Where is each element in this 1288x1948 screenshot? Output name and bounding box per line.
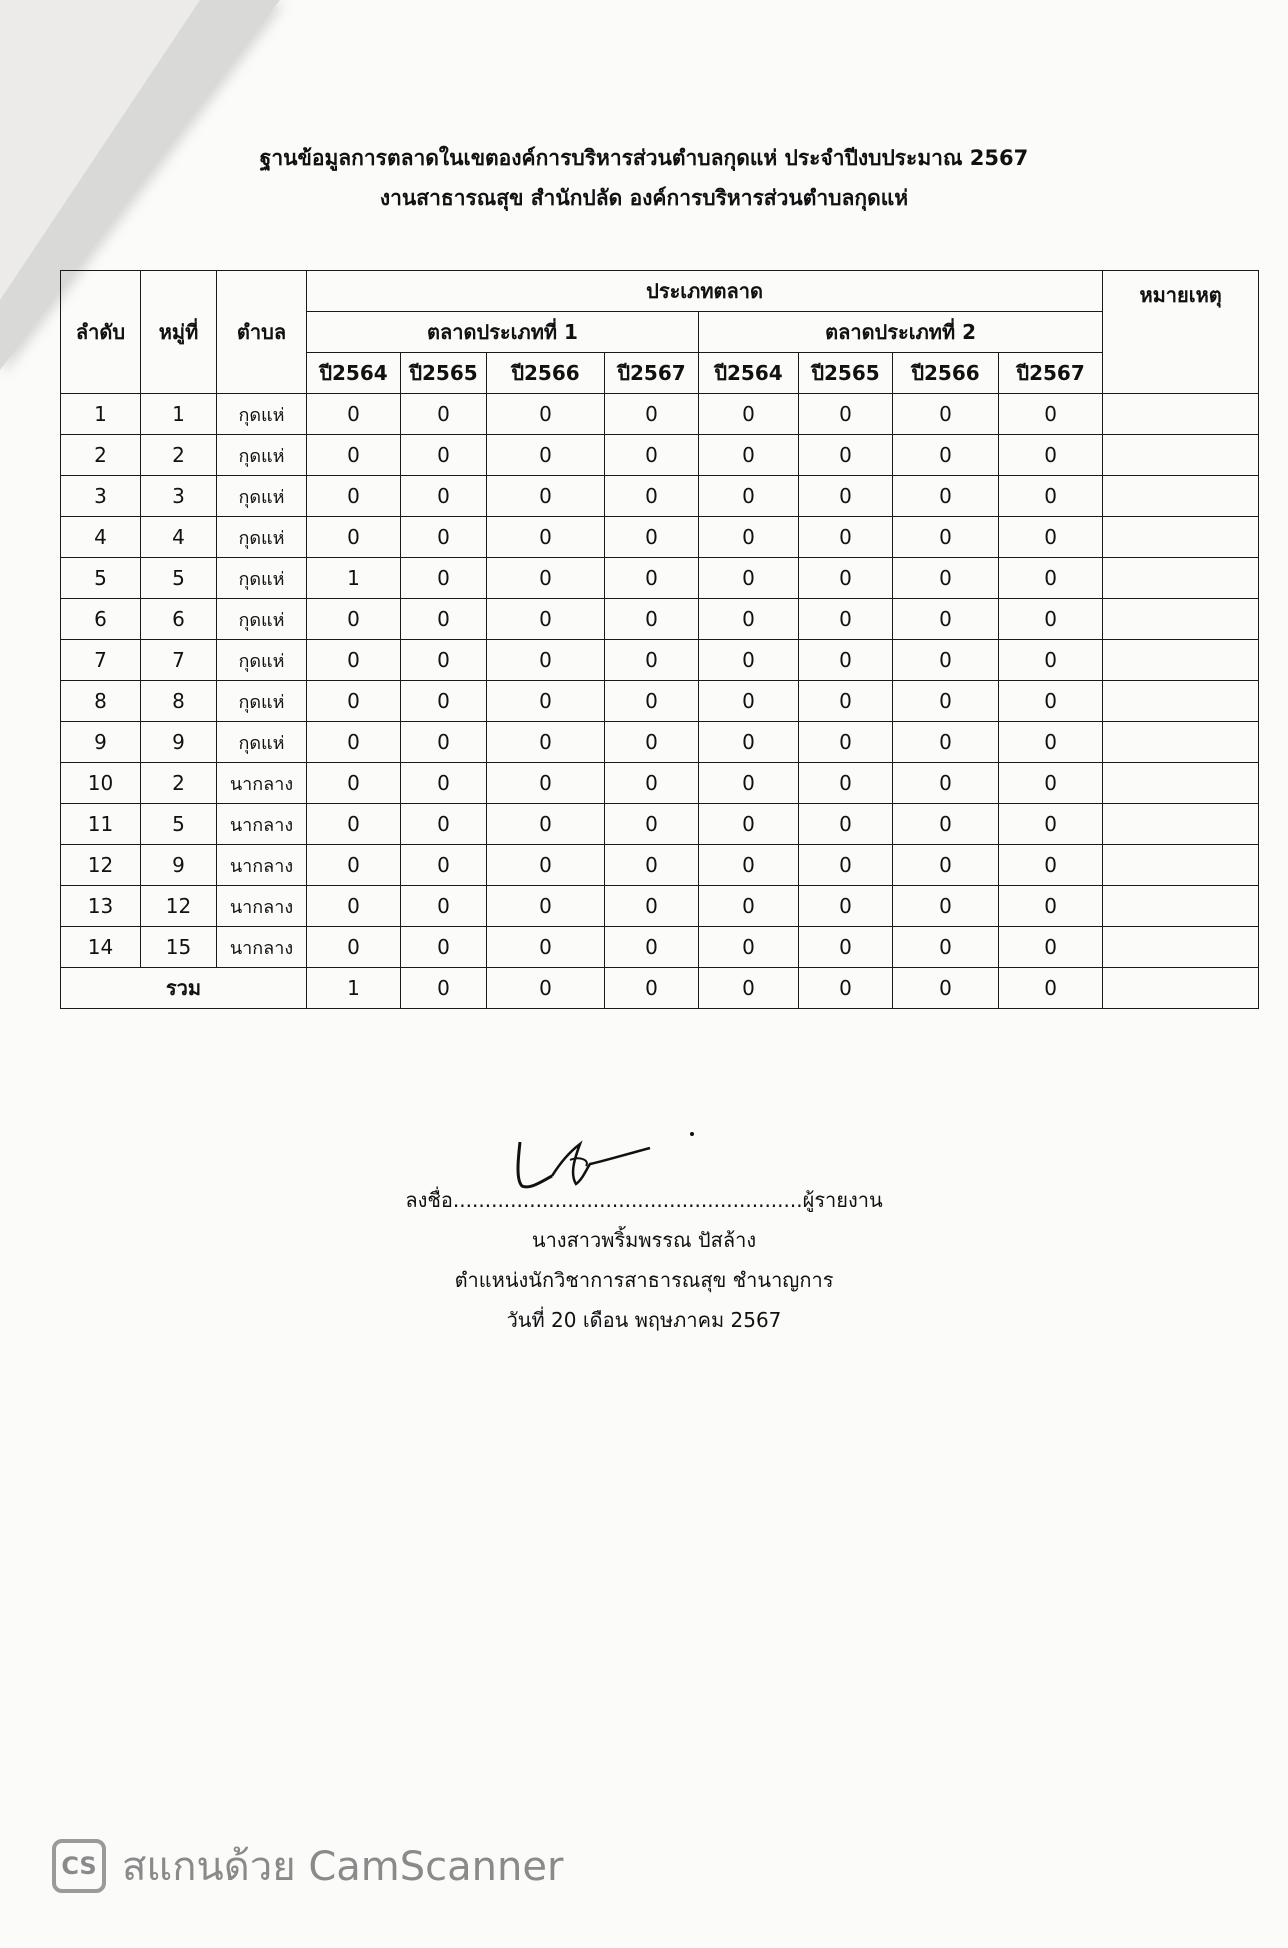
row-value-cell: 0 [699, 435, 799, 476]
row-order-cell: 7 [61, 640, 141, 681]
row-value-cell: 0 [401, 681, 487, 722]
row-remark-cell [1103, 640, 1259, 681]
row-value-cell: 0 [307, 394, 401, 435]
row-value-cell: 1 [307, 558, 401, 599]
row-value-cell: 0 [699, 517, 799, 558]
row-order-cell: 14 [61, 927, 141, 968]
row-village-cell: 15 [141, 927, 217, 968]
total-cell: 0 [799, 968, 893, 1009]
row-value-cell: 0 [999, 722, 1103, 763]
row-value-cell: 0 [893, 681, 999, 722]
row-value-cell: 0 [487, 558, 605, 599]
row-value-cell: 0 [999, 763, 1103, 804]
row-village-cell: 4 [141, 517, 217, 558]
row-tambon-cell: กุดแห่ [217, 476, 307, 517]
row-value-cell: 0 [487, 640, 605, 681]
row-value-cell: 0 [401, 558, 487, 599]
header-remarks: หมายเหตุ [1103, 271, 1259, 394]
total-cell: 0 [999, 968, 1103, 1009]
row-value-cell: 0 [699, 640, 799, 681]
row-value-cell: 0 [799, 558, 893, 599]
row-value-cell: 0 [799, 476, 893, 517]
row-value-cell: 0 [699, 886, 799, 927]
row-village-cell: 9 [141, 845, 217, 886]
document-header [0, 138, 1288, 218]
row-value-cell: 0 [799, 722, 893, 763]
total-row [61, 968, 1259, 1009]
row-value-cell: 0 [605, 435, 699, 476]
table-row [61, 599, 1259, 640]
total-cell: 0 [487, 968, 605, 1009]
table-row [61, 394, 1259, 435]
row-value-cell: 0 [307, 886, 401, 927]
table-row [61, 435, 1259, 476]
row-remark-cell [1103, 845, 1259, 886]
header-year: ปี2567 [999, 353, 1103, 394]
row-value-cell: 0 [799, 681, 893, 722]
row-order-cell: 6 [61, 599, 141, 640]
row-value-cell: 0 [893, 640, 999, 681]
row-value-cell: 0 [999, 476, 1103, 517]
signature-date: วันที่ 20 เดือน พฤษภาคม 2567 [506, 1308, 782, 1332]
row-value-cell: 0 [605, 845, 699, 886]
row-tambon-cell: กุดแห่ [217, 681, 307, 722]
table-row [61, 722, 1259, 763]
row-value-cell: 0 [401, 927, 487, 968]
row-value-cell: 0 [893, 845, 999, 886]
row-value-cell: 0 [307, 763, 401, 804]
market-table [60, 270, 1259, 1009]
row-remark-cell [1103, 476, 1259, 517]
row-value-cell: 0 [487, 886, 605, 927]
row-value-cell: 0 [799, 763, 893, 804]
row-value-cell: 0 [893, 394, 999, 435]
row-value-cell: 0 [307, 927, 401, 968]
row-tambon-cell: นากลาง [217, 804, 307, 845]
signer-position: ตำแหน่งนักวิชาการสาธารณสุข ชำนาญการ [454, 1268, 834, 1292]
row-value-cell: 0 [999, 804, 1103, 845]
row-value-cell: 0 [605, 558, 699, 599]
row-order-cell: 5 [61, 558, 141, 599]
row-remark-cell [1103, 558, 1259, 599]
row-value-cell: 0 [799, 517, 893, 558]
row-tambon-cell: นากลาง [217, 845, 307, 886]
header-year: ปี2566 [487, 353, 605, 394]
row-tambon-cell: กุดแห่ [217, 599, 307, 640]
row-remark-cell [1103, 722, 1259, 763]
total-remark-cell [1103, 968, 1259, 1009]
row-remark-cell [1103, 681, 1259, 722]
row-value-cell: 0 [487, 722, 605, 763]
row-value-cell: 0 [605, 722, 699, 763]
row-village-cell: 12 [141, 886, 217, 927]
row-tambon-cell: กุดแห่ [217, 640, 307, 681]
row-value-cell: 0 [893, 476, 999, 517]
row-value-cell: 0 [401, 763, 487, 804]
total-cell: 0 [893, 968, 999, 1009]
row-value-cell: 0 [307, 599, 401, 640]
row-village-cell: 2 [141, 435, 217, 476]
camscanner-watermark [52, 1834, 563, 1898]
row-value-cell: 0 [799, 640, 893, 681]
row-value-cell: 0 [487, 435, 605, 476]
row-value-cell: 0 [605, 640, 699, 681]
row-value-cell: 0 [307, 722, 401, 763]
header-year: ปี2564 [307, 353, 401, 394]
row-value-cell: 0 [999, 845, 1103, 886]
row-value-cell: 0 [401, 722, 487, 763]
row-value-cell: 0 [307, 845, 401, 886]
row-value-cell: 0 [999, 558, 1103, 599]
header-tambon: ตำบล [217, 271, 307, 394]
row-value-cell: 0 [605, 804, 699, 845]
row-value-cell: 0 [699, 845, 799, 886]
row-order-cell: 2 [61, 435, 141, 476]
row-value-cell: 0 [699, 722, 799, 763]
total-cell: 0 [699, 968, 799, 1009]
table-row [61, 476, 1259, 517]
document-subtitle: งานสาธารณสุข สำนักปลัด องค์การบริหารส่วนตำบลกุดแห่ [379, 186, 909, 210]
row-value-cell: 0 [487, 599, 605, 640]
row-value-cell: 0 [699, 558, 799, 599]
row-value-cell: 0 [605, 599, 699, 640]
header-market-type: ประเภทตลาด [307, 271, 1103, 312]
row-value-cell: 0 [605, 394, 699, 435]
row-value-cell: 0 [605, 927, 699, 968]
row-value-cell: 0 [401, 517, 487, 558]
row-remark-cell [1103, 435, 1259, 476]
row-value-cell: 0 [999, 435, 1103, 476]
row-value-cell: 0 [999, 886, 1103, 927]
row-value-cell: 0 [799, 394, 893, 435]
row-value-cell: 0 [487, 763, 605, 804]
row-tambon-cell: กุดแห่ [217, 517, 307, 558]
row-value-cell: 0 [401, 435, 487, 476]
header-year: ปี2565 [799, 353, 893, 394]
row-value-cell: 0 [999, 927, 1103, 968]
document-title: ฐานข้อมูลการตลาดในเขตองค์การบริหารส่วนตำบลกุดแห่ ประจำปีงบประมาณ 2567 [259, 146, 1029, 170]
row-order-cell: 10 [61, 763, 141, 804]
row-value-cell: 0 [893, 886, 999, 927]
row-value-cell: 0 [307, 476, 401, 517]
row-village-cell: 6 [141, 599, 217, 640]
table-body [61, 394, 1259, 968]
camscanner-logo-icon: CS [52, 1839, 106, 1893]
row-value-cell: 0 [999, 394, 1103, 435]
row-value-cell: 0 [401, 886, 487, 927]
row-value-cell: 0 [487, 517, 605, 558]
row-village-cell: 5 [141, 804, 217, 845]
row-value-cell: 0 [401, 394, 487, 435]
header-year: ปี2566 [893, 353, 999, 394]
row-order-cell: 3 [61, 476, 141, 517]
row-value-cell: 0 [699, 763, 799, 804]
row-order-cell: 11 [61, 804, 141, 845]
row-tambon-cell: กุดแห่ [217, 722, 307, 763]
row-remark-cell [1103, 394, 1259, 435]
header-year: ปี2567 [605, 353, 699, 394]
row-value-cell: 0 [893, 599, 999, 640]
row-value-cell: 0 [799, 804, 893, 845]
row-value-cell: 0 [605, 886, 699, 927]
row-value-cell: 0 [999, 517, 1103, 558]
header-type1: ตลาดประเภทที่ 1 [307, 312, 699, 353]
row-value-cell: 0 [893, 804, 999, 845]
row-value-cell: 0 [699, 476, 799, 517]
row-remark-cell [1103, 517, 1259, 558]
header-village: หมู่ที่ [141, 271, 217, 394]
row-order-cell: 1 [61, 394, 141, 435]
row-value-cell: 0 [699, 804, 799, 845]
row-village-cell: 1 [141, 394, 217, 435]
row-tambon-cell: นากลาง [217, 763, 307, 804]
row-tambon-cell: นากลาง [217, 886, 307, 927]
row-value-cell: 0 [799, 435, 893, 476]
row-value-cell: 0 [487, 476, 605, 517]
row-value-cell: 0 [605, 517, 699, 558]
row-order-cell: 9 [61, 722, 141, 763]
row-village-cell: 5 [141, 558, 217, 599]
row-value-cell: 0 [699, 681, 799, 722]
row-tambon-cell: นากลาง [217, 927, 307, 968]
row-value-cell: 0 [999, 599, 1103, 640]
row-order-cell: 13 [61, 886, 141, 927]
row-remark-cell [1103, 804, 1259, 845]
header-type2: ตลาดประเภทที่ 2 [699, 312, 1103, 353]
row-value-cell: 0 [605, 763, 699, 804]
row-value-cell: 0 [307, 640, 401, 681]
row-village-cell: 3 [141, 476, 217, 517]
row-value-cell: 0 [799, 845, 893, 886]
table-row [61, 886, 1259, 927]
header-year: ปี2565 [401, 353, 487, 394]
row-tambon-cell: กุดแห่ [217, 435, 307, 476]
row-value-cell: 0 [307, 681, 401, 722]
row-order-cell: 8 [61, 681, 141, 722]
row-value-cell: 0 [487, 804, 605, 845]
row-value-cell: 0 [999, 681, 1103, 722]
row-value-cell: 0 [699, 599, 799, 640]
total-cell: 0 [401, 968, 487, 1009]
row-value-cell: 0 [605, 681, 699, 722]
camscanner-text: สแกนด้วย CamScanner [122, 1844, 564, 1890]
row-value-cell: 0 [893, 927, 999, 968]
row-village-cell: 7 [141, 640, 217, 681]
table-row [61, 763, 1259, 804]
row-value-cell: 0 [401, 476, 487, 517]
table-row [61, 804, 1259, 845]
row-value-cell: 0 [401, 845, 487, 886]
row-value-cell: 0 [893, 722, 999, 763]
row-tambon-cell: กุดแห่ [217, 558, 307, 599]
signature-line: ลงชื่อ.......................................................ผู้รายงาน [405, 1188, 883, 1212]
row-remark-cell [1103, 927, 1259, 968]
table-row [61, 681, 1259, 722]
row-value-cell: 0 [487, 681, 605, 722]
row-remark-cell [1103, 886, 1259, 927]
row-remark-cell [1103, 599, 1259, 640]
row-order-cell: 12 [61, 845, 141, 886]
row-village-cell: 8 [141, 681, 217, 722]
row-value-cell: 0 [799, 886, 893, 927]
row-value-cell: 0 [307, 804, 401, 845]
row-value-cell: 0 [401, 804, 487, 845]
row-value-cell: 0 [893, 435, 999, 476]
row-value-cell: 0 [401, 599, 487, 640]
row-value-cell: 0 [699, 394, 799, 435]
row-value-cell: 0 [487, 845, 605, 886]
row-village-cell: 9 [141, 722, 217, 763]
row-value-cell: 0 [999, 640, 1103, 681]
row-order-cell: 4 [61, 517, 141, 558]
table-row [61, 517, 1259, 558]
signature-block [0, 1180, 1288, 1340]
handwritten-signature [500, 1130, 700, 1200]
row-value-cell: 0 [487, 927, 605, 968]
row-value-cell: 0 [487, 394, 605, 435]
header-order: ลำดับ [61, 271, 141, 394]
signature-line-wrap [405, 1180, 882, 1220]
row-value-cell: 0 [307, 517, 401, 558]
table-row [61, 845, 1259, 886]
table-row [61, 558, 1259, 599]
row-value-cell: 0 [799, 927, 893, 968]
row-value-cell: 0 [893, 517, 999, 558]
row-value-cell: 0 [605, 476, 699, 517]
row-remark-cell [1103, 763, 1259, 804]
header-year: ปี2564 [699, 353, 799, 394]
row-value-cell: 0 [893, 558, 999, 599]
signer-name: นางสาวพริ้มพรรณ ปัสล้าง [531, 1228, 757, 1252]
row-value-cell: 0 [799, 599, 893, 640]
table-row [61, 640, 1259, 681]
row-value-cell: 0 [307, 435, 401, 476]
row-tambon-cell: กุดแห่ [217, 394, 307, 435]
total-cell: 1 [307, 968, 401, 1009]
row-village-cell: 2 [141, 763, 217, 804]
row-value-cell: 0 [401, 640, 487, 681]
row-value-cell: 0 [699, 927, 799, 968]
table-row [61, 927, 1259, 968]
row-value-cell: 0 [893, 763, 999, 804]
total-label: รวม [61, 968, 307, 1009]
total-cell: 0 [605, 968, 699, 1009]
